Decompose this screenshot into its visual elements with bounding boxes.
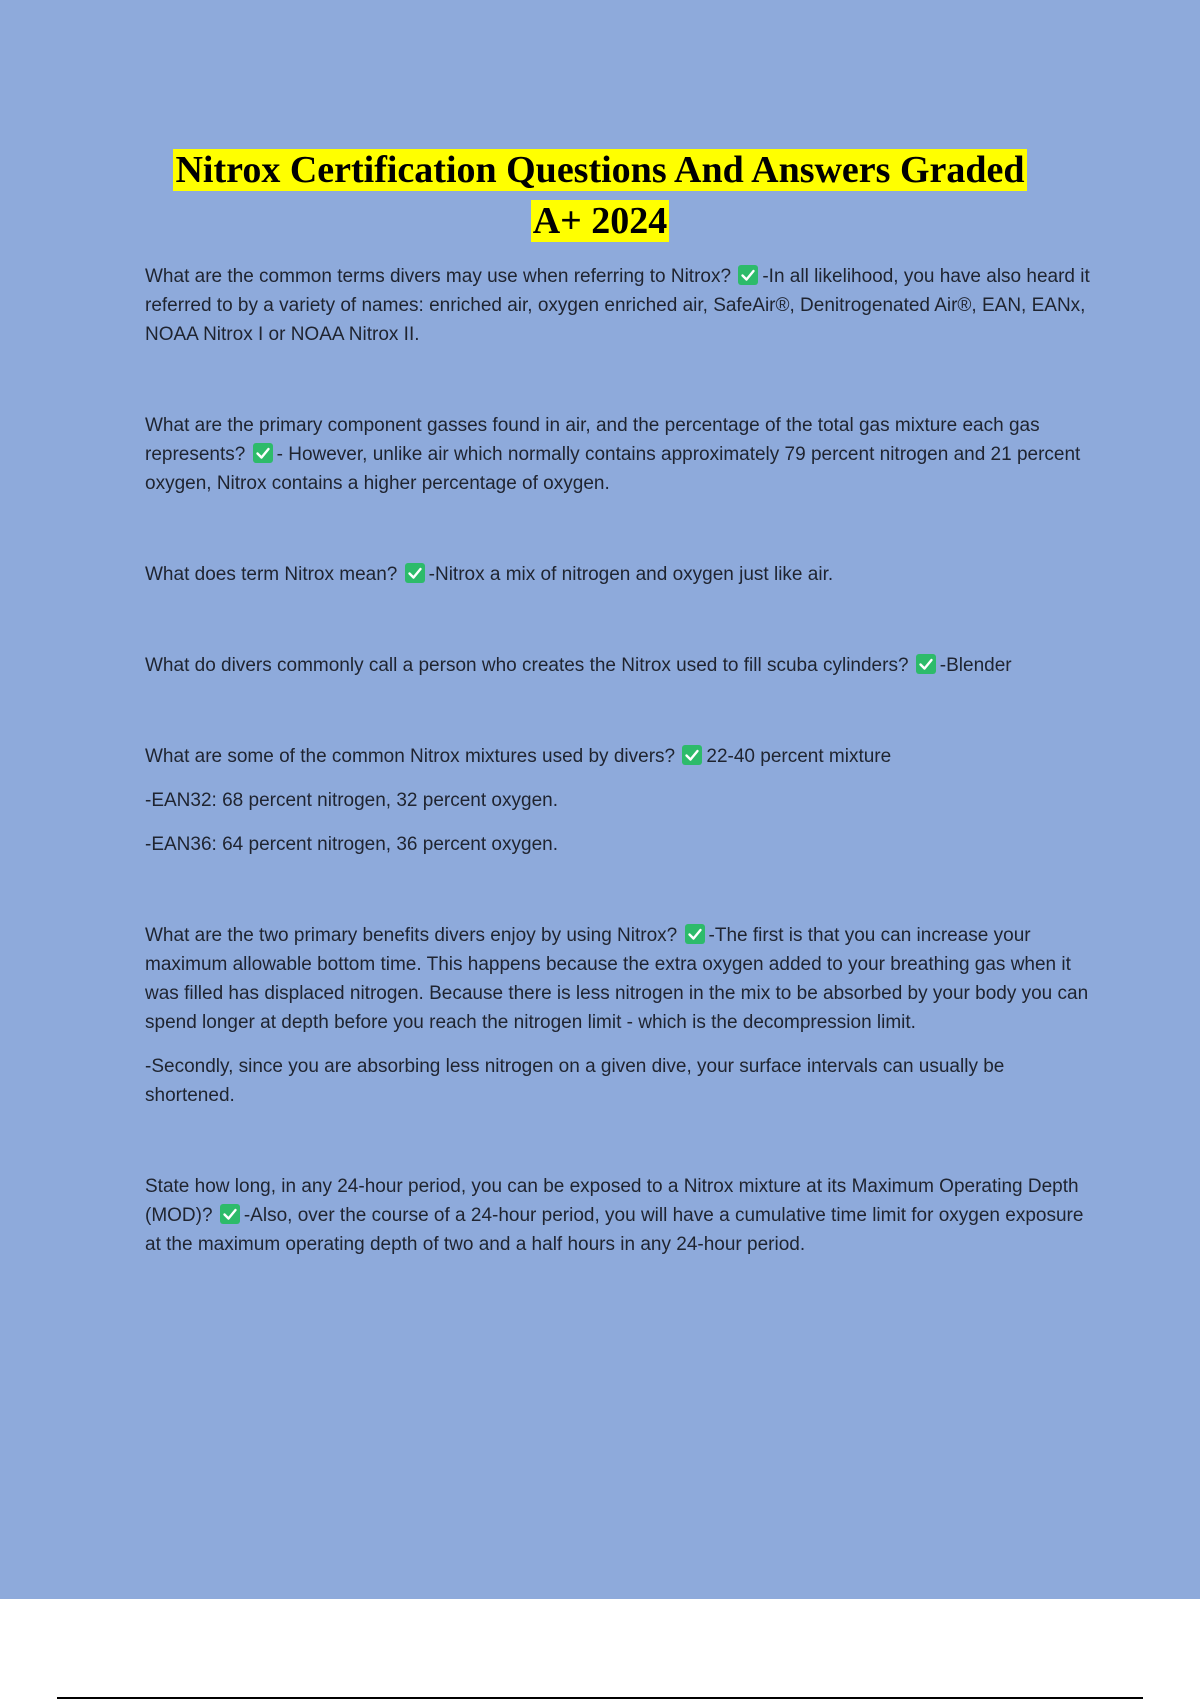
checkmark-icon <box>682 745 702 765</box>
question-text: What are the primary component gasses found in air, and the percentage of the total gas mixture each gas represents? <box>145 415 1040 465</box>
footer-divider <box>57 1697 1143 1699</box>
answer-text: -The first is that you can increase your maximum allowable bottom time. This happens because the extra oxygen added to your breathing gas when it was filled has displaced nitrogen. Because there is less nitrogen in the mix to be absorbed by your body you can spend longer at depth before you reach the nitrogen limit - which is the decompression limit. <box>145 925 1089 1033</box>
answer-text: -In all likelihood, you have also heard it referred to by a variety of names: enriched air, oxygen enriched air, SafeAir®, Denitrogenated Air®, EAN, EANx, NOAA Nitrox I or NOAA Nitrox II. <box>145 266 1090 345</box>
checkmark-icon <box>685 924 705 944</box>
qa-list <box>145 262 1095 1259</box>
answer-extra: -EAN36: 64 percent nitrogen, 36 percent oxygen. <box>145 834 558 855</box>
checkmark-icon <box>405 563 425 583</box>
question-text: What are the two primary benefits divers enjoy by using Nitrox? <box>145 925 678 946</box>
qa-item-1 <box>145 262 1095 349</box>
answer-extra: -Secondly, since you are absorbing less nitrogen on a given dive, your surface intervals can usually be shortened. <box>145 1056 1005 1106</box>
qa-item-4 <box>145 651 1095 680</box>
question-text: What are the common terms divers may use when referring to Nitrox? <box>145 266 732 287</box>
document-title <box>0 145 1200 247</box>
question-text: What are some of the common Nitrox mixtures used by divers? <box>145 746 676 767</box>
checkmark-icon <box>253 443 273 463</box>
answer-text: -Nitrox a mix of nitrogen and oxygen just like air. <box>428 564 834 585</box>
answer-extra: -EAN32: 68 percent nitrogen, 32 percent oxygen. <box>145 790 558 811</box>
title-line-2: A+ 2024 <box>532 200 668 242</box>
checkmark-icon <box>220 1204 240 1224</box>
qa-item-6 <box>145 921 1095 1037</box>
answer-text: - However, unlike air which normally contains approximately 79 percent nitrogen and 21 percent oxygen, Nitrox contains a higher percentage of oxygen. <box>145 444 1081 494</box>
question-text: What does term Nitrox mean? <box>145 564 398 585</box>
qa-item-2 <box>145 411 1095 498</box>
checkmark-icon <box>738 265 758 285</box>
qa-item-3 <box>145 560 1095 589</box>
question-text: What do divers commonly call a person who creates the Nitrox used to fill scuba cylinders? <box>145 655 909 676</box>
qa-item-7 <box>145 1172 1095 1259</box>
answer-text: -Also, over the course of a 24-hour period, you will have a cumulative time limit for oxygen exposure at the maximum operating depth of two and a half hours in any 24-hour period. <box>145 1205 1084 1255</box>
title-line-1: Nitrox Certification Questions And Answers Graded <box>175 149 1025 191</box>
qa-item-5 <box>145 742 1095 771</box>
checkmark-icon <box>916 654 936 674</box>
answer-text: 22-40 percent mixture <box>706 746 892 767</box>
question-text: State how long, in any 24-hour period, you can be exposed to a Nitrox mixture at its Maximum Operating Depth (MOD)? <box>145 1176 1079 1226</box>
answer-text: -Blender <box>939 655 1012 676</box>
